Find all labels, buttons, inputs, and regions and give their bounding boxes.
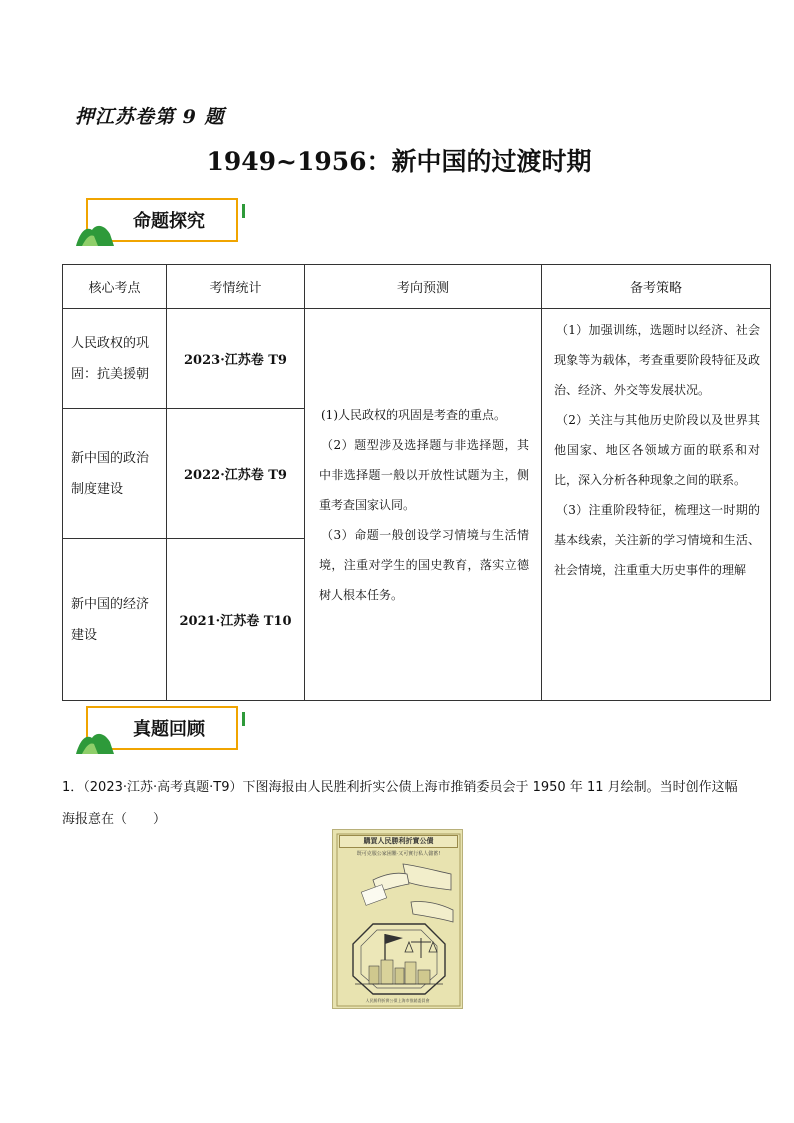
page-title: 1949~1956：新中国的过渡时期	[206, 147, 592, 176]
poster-subtitle: 既可克服公家困難·又可實行私人儲蓄!	[356, 851, 441, 857]
section-badge-exploration	[76, 198, 252, 246]
strategy-item: （2）关注与其他历史阶段以及世界其他国家、地区各领域方面的联系和对比，深入分析各种现象之间的联系。	[554, 413, 760, 487]
header-prediction: 考向预测	[305, 265, 542, 309]
strategy-cell	[542, 309, 771, 701]
badge-mark	[242, 204, 245, 218]
bond-poster-image	[332, 829, 463, 1009]
poster-footer: 人民勝利折實公債上海市推銷委員會	[365, 998, 430, 1003]
header-core: 核心考点	[63, 265, 167, 309]
exam-stat: 2023·江苏卷 T9	[167, 309, 305, 409]
question-text: 1．（2023·江苏·高考真题·T9）下图海报由人民胜利折实公债上海市推销委员会于 1950 年 11 月绘制。当时创作这幅海报意在（ ）	[62, 780, 738, 827]
table-header-row	[63, 265, 771, 309]
core-point: 新中国的政治制度建设	[63, 409, 167, 539]
exam-label: 押江苏卷第 9 题	[75, 106, 225, 128]
poster-title: 購買人民勝利折實公債	[339, 835, 458, 848]
section-title: 命题探究	[133, 211, 205, 232]
core-point: 新中国的经济建设	[63, 539, 167, 701]
prediction-item: （2）题型涉及选择题与非选择题，其中非选择题一般以开放性试题为主，侧重考查国家认同。	[319, 437, 529, 512]
core-point: 人民政权的巩固：抗美援朝	[63, 309, 167, 409]
analysis-table	[62, 264, 771, 701]
exam-stat: 2022·江苏卷 T9	[167, 409, 305, 539]
badge-mark	[242, 712, 245, 726]
exam-stat: 2021·江苏卷 T10	[167, 539, 305, 701]
header-strategy: 备考策略	[542, 265, 771, 309]
prediction-cell	[305, 309, 542, 701]
strategy-item: （3）注重阶段特征，梳理这一时期的基本线索，关注新的学习情境和生活、社会情境，注重重大历史事件的理解	[554, 503, 760, 577]
table-row	[63, 309, 771, 409]
strategy-item: （1）加强训练，选题时以经济、社会现象等为载体，考查重要阶段特征及政治、经济、外交等发展状况。	[554, 323, 760, 397]
header-stat: 考情统计	[167, 265, 305, 309]
prediction-item: （3）命题一般创设学习情境与生活情境，注重对学生的国史教育，落实立德树人根本任务。	[319, 527, 529, 602]
section-badge-review	[76, 706, 252, 754]
prediction-item: (1)人民政权的巩固是考查的重点。	[321, 407, 506, 422]
section-title: 真题回顾	[133, 719, 205, 740]
